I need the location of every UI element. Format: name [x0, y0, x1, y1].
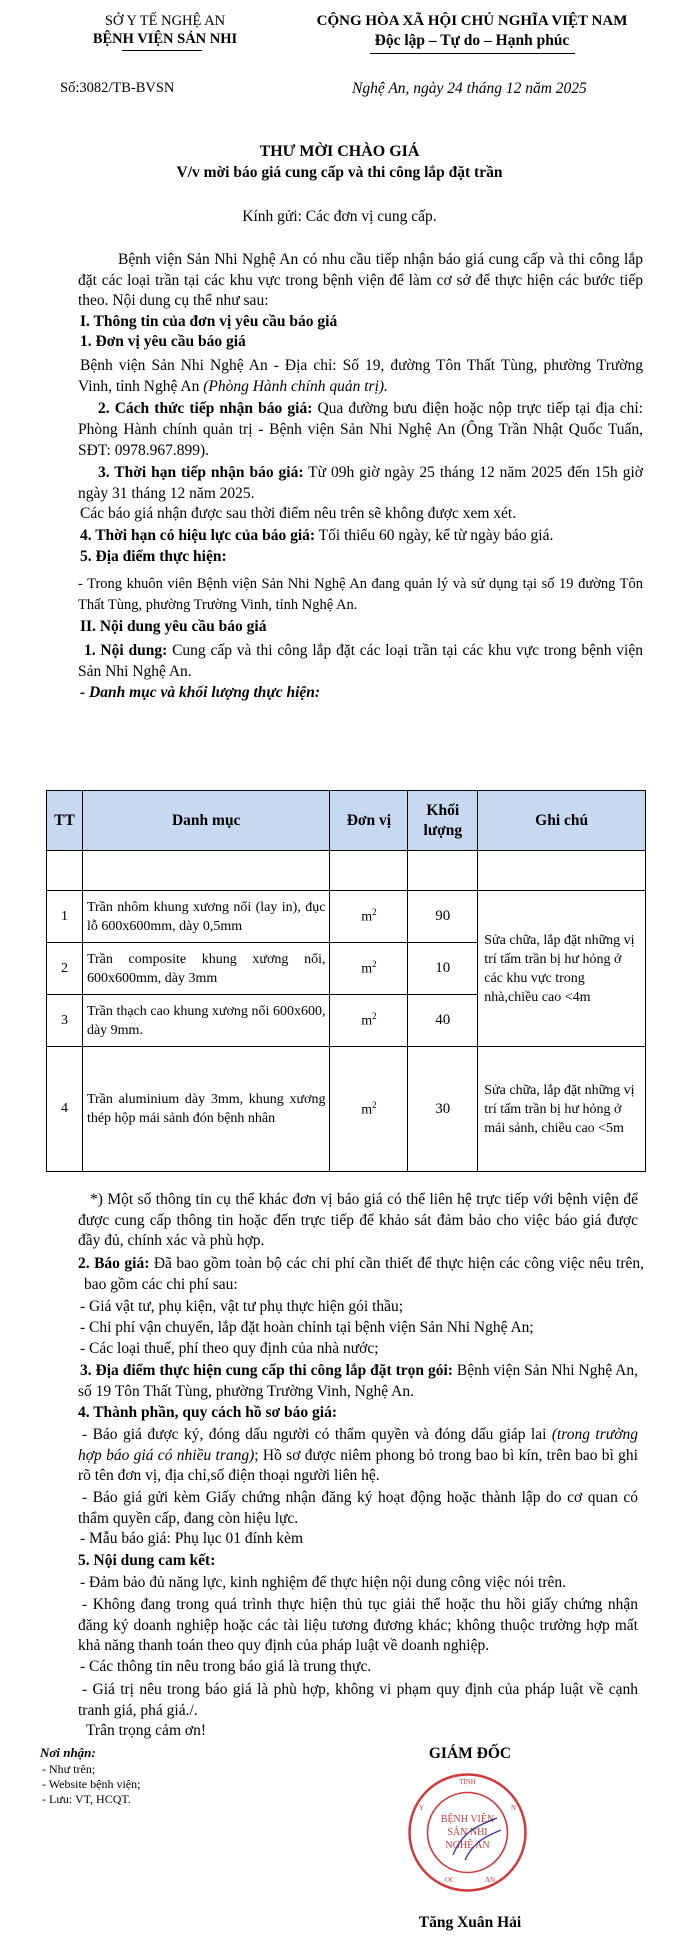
row-unit	[330, 943, 408, 995]
row-tt: 3	[47, 995, 83, 1047]
part-4-p1-italic: (trong trường hợp báo giá có nhiều trang)	[78, 1426, 639, 1464]
svg-text:Y: Y	[419, 1804, 425, 1812]
nation-line1: CỘNG HÒA XÃ HỘI CHỦ NGHĨA VIỆT NAM	[316, 13, 628, 29]
table-row	[47, 891, 646, 943]
section-2-1-text	[78, 640, 643, 682]
row-unit-sup: 2	[372, 959, 377, 970]
row-tt: 4	[47, 1047, 83, 1172]
row-qty: 10	[408, 943, 478, 995]
part-4-p3: - Mẫu báo giá: Phụ lục 01 đính kèm	[80, 1530, 303, 1547]
col-header-qty	[408, 791, 478, 851]
row-tt: 2	[47, 943, 83, 995]
section-2-1-body: Cung cấp và thi công lắp đặt các loại trần tại các khu vực trong bệnh viện Sản Nhi Nghệ An.	[78, 642, 643, 680]
org-underline	[122, 50, 202, 51]
org-line1: SỞ Y TẾ NGHỆ AN	[104, 13, 226, 29]
org-line2: BỆNH VIỆN SẢN NHI	[92, 31, 238, 47]
col-header-tt: TT	[47, 791, 83, 851]
stamp-line: BỆNH VIỆN	[440, 1814, 495, 1825]
part-4-p1-a: - Báo giá được ký, đóng dấu người có thẩm quyền và đóng dấu giáp lai	[82, 1426, 552, 1443]
section-1-5-text: - Trong khuôn viên Bệnh viện Sản Nhi Nghệ An đang quản lý và sử dụng tại số 19 đường Tôn Thất Tùng, phường Trường Vinh, tỉnh Nghệ An.	[78, 576, 643, 613]
section-1-3-note: Các báo giá nhận được sau thời điểm nêu trên sẽ không được xem xét.	[80, 505, 517, 522]
recipient-item: - Như trên;	[42, 1762, 96, 1776]
svg-text:AN: AN	[485, 1876, 496, 1884]
cost-item: - Chi phí vận chuyển, lắp đặt hoàn chỉnh tại bệnh viện Sản Nhi Nghệ An;	[80, 1319, 534, 1336]
part-2-body: Đã bao gồm toàn bộ các chi phí cần thiết để thực hiện các công việc nêu trên, bao gồm các chi phí sau:	[84, 1255, 644, 1293]
cost-item: - Giá vật tư, phụ kiện, vật tư phụ thực hiện gói thầu;	[80, 1298, 404, 1315]
recipient-item: - Lưu: VT, HCQT.	[42, 1792, 131, 1806]
row-unit	[330, 891, 408, 943]
part-2-label: 2. Báo giá:	[78, 1255, 150, 1272]
row-unit-sup: 2	[372, 907, 377, 918]
section-1-4-body: Tối thiểu 60 ngày, kể từ ngày báo giá.	[315, 527, 554, 544]
row-note-4: Sửa chữa, lắp đặt những vị trí tấm trần bị hư hỏng ở mái sảnh, chiều cao <5m	[478, 1047, 646, 1172]
closing: Trân trọng cảm ơn!	[86, 1722, 206, 1739]
part-5-p3: - Các thông tin nêu trong báo giá là trung thực.	[80, 1658, 372, 1675]
row-item: Trần thạch cao khung xương nổi 600x600, dày 9mm.	[82, 995, 330, 1047]
part-4-p2: - Báo giá gửi kèm Giấy chứng nhận đăng ký hoạt động hoặc thành lập do cơ quan có thẩm quyền cấp, đang còn hiệu lực.	[78, 1489, 638, 1527]
recipients-heading: Nơi nhận:	[40, 1745, 96, 1760]
part-3-label: 3. Địa điểm thực hiện cung cấp thi công lắp đặt trọn gói:	[80, 1362, 453, 1379]
col-header-unit: Đơn vị	[330, 791, 408, 851]
svg-text:OC: OC	[445, 1876, 455, 1884]
row-note-1-3: Sửa chữa, lắp đặt những vị trí tấm trần bị hư hỏng ở các khu vực trong nhà,chiều cao <4m	[478, 891, 646, 1047]
row-unit-text: m	[361, 961, 373, 977]
row-qty: 40	[408, 995, 478, 1047]
recipient-item: - Website bệnh viện;	[42, 1777, 141, 1791]
row-unit-text: m	[361, 909, 373, 925]
stamp-line: SẢN NHI	[447, 1827, 488, 1838]
section-1-4-label: 4. Thời hạn có hiệu lực của báo giá:	[80, 527, 316, 544]
col-header-qty-text: Khối lượng	[423, 801, 463, 839]
part-3-body: Bệnh viện Sản Nhi Nghệ An, số 19 Tôn Thất Tùng, phường Trường Vinh, Nghệ An.	[78, 1362, 638, 1400]
section-1-3-label: 3. Thời hạn tiếp nhận báo giá:	[98, 464, 304, 481]
section-1-4-text	[80, 527, 553, 545]
section-1-3-text	[78, 462, 643, 504]
intro-paragraph: Bệnh viện Sản Nhi Nghệ An có nhu cầu tiếp nhận báo giá cung cấp và thi công lắp đặt các loại trần tại các khu vực trong bệnh viện để làm cơ sở để thực hiện các bước tiếp theo. Nội dung cụ thể như sau:	[78, 251, 643, 309]
section-1-2-label: 2. Cách thức tiếp nhận báo giá:	[98, 400, 313, 417]
section-1-2-text	[78, 398, 643, 461]
doc-title: THƯ MỜI CHÀO GIÁ	[259, 143, 420, 160]
section-2-1-label: 1. Nội dung:	[84, 642, 168, 659]
part-4-p1-b: ; Hồ sơ được niêm phong bỏ trong bao bì kín, trên bao bì ghi rõ tên đơn vị, địa chỉ,số điện thoại người liên hệ.	[78, 1446, 638, 1484]
section-1-3-body: Từ 09h giờ ngày 25 tháng 12 năm 2025 đến 15h giờ ngày 31 tháng 12 năm 2025.	[78, 464, 643, 502]
stamp-line: NGHỆ AN	[445, 1840, 490, 1851]
row-qty: 30	[408, 1047, 478, 1172]
section-1-1-heading: 1. Đơn vị yêu cầu báo giá	[80, 333, 246, 350]
section-1-2-body: Qua đường bưu điện hoặc nộp trực tiếp tại địa chỉ: Phòng Hành chính quản trị - Bệnh viện Sản Nhi Nghệ An (Ông Trần Nhật Quốc Tuấn, SĐT: 0978.967.899).	[78, 400, 643, 459]
list-heading: - Danh mục và khối lượng thực hiện:	[80, 684, 321, 701]
part-4-p1	[78, 1425, 638, 1487]
col-header-note: Ghi chú	[478, 791, 646, 851]
svg-text:N: N	[511, 1804, 517, 1812]
row-qty: 90	[408, 891, 478, 943]
part-5-p2: - Không đang trong quá trình thực hiện thủ tục giải thể hoặc thu hồi giấy chứng nhận đăng ký doanh nghiệp hoặc các tài liệu tương đương khác; không thuộc trường hợp mất khả năng thanh toán theo quy định của pháp luật về doanh nghiệp.	[78, 1596, 638, 1654]
row-unit-text: m	[361, 1102, 373, 1118]
section-2-heading: II. Nội dung yêu cầu báo giá	[80, 618, 267, 635]
row-item: Trần nhôm khung xương nổi (lay in), đục lỗ 600x600mm, dày 0,5mm	[82, 891, 330, 943]
row-unit-sup: 2	[372, 1011, 377, 1022]
col-header-item: Danh mục	[82, 791, 330, 851]
official-stamp	[405, 1770, 530, 1895]
section-1-1-dept: (Phòng Hành chính quản trị).	[203, 378, 388, 395]
row-tt: 1	[47, 891, 83, 943]
salutation: Kính gửi: Các đơn vị cung cấp.	[242, 208, 437, 225]
row-item: Trần composite khung xương nổi, 600x600mm, dày 3mm	[82, 943, 330, 995]
part-5-p4: - Giá trị nêu trong báo giá là phù hợp, không vi phạm quy định của pháp luật về cạnh tranh giá, phá giá./.	[78, 1681, 638, 1719]
row-item: Trần aluminium dày 3mm, khung xương thép hộp mái sảnh đón bệnh nhân	[82, 1047, 330, 1172]
part-5-p1: - Đảm bảo đủ năng lực, kinh nghiệm để thực hiện nội dung công việc nói trên.	[80, 1574, 566, 1591]
table-header-row	[47, 791, 646, 851]
signer-title: GIÁM ĐỐC	[428, 1745, 512, 1762]
section-1-1-text	[78, 355, 643, 397]
footnote: *) Một số thông tin cụ thể khác đơn vị báo giá có thể liên hệ trực tiếp với bệnh viện để được cung cấp thông tin hoặc đến trực tiếp để khảo sát đảm bảo cho việc báo giá được đầy đủ, chính xác và phù hợp.	[78, 1191, 638, 1249]
part-4-heading: 4. Thành phần, quy cách hồ sơ báo giá:	[78, 1404, 337, 1421]
nation-line2: Độc lập – Tự do – Hạnh phúc	[374, 32, 570, 49]
signer-name: Tăng Xuân Hải	[418, 1914, 522, 1931]
place-date: Nghệ An, ngày 24 tháng 12 năm 2025	[352, 80, 587, 97]
section-1-5-heading: 5. Địa điểm thực hiện:	[80, 548, 227, 565]
table-empty-row	[47, 851, 646, 891]
part-2-text	[78, 1254, 644, 1295]
row-unit	[330, 995, 408, 1047]
row-unit-sup: 2	[372, 1099, 377, 1110]
doc-number: Số:3082/TB-BVSN	[60, 80, 175, 96]
motto-underline	[370, 53, 575, 54]
row-unit-text: m	[361, 1013, 373, 1029]
table-row	[47, 1047, 646, 1172]
part-5-heading: 5. Nội dung cam kết:	[78, 1552, 216, 1569]
svg-text:TỈNH: TỈNH	[459, 1778, 476, 1786]
items-table	[46, 790, 646, 1172]
cost-item: - Các loại thuế, phí theo quy định của nhà nước;	[80, 1340, 379, 1357]
section-1-1-address: Bệnh viện Sản Nhi Nghệ An - Địa chỉ: Số 19, đường Tôn Thất Tùng, phường Trường Vinh, tỉnh Nghệ An	[78, 357, 643, 395]
section-1-heading: I. Thông tin của đơn vị yêu cầu báo giá	[80, 313, 338, 330]
row-unit	[330, 1047, 408, 1172]
doc-subject: V/v mời báo giá cung cấp và thi công lắp đặt trần	[176, 164, 503, 181]
part-3-text	[78, 1361, 638, 1402]
